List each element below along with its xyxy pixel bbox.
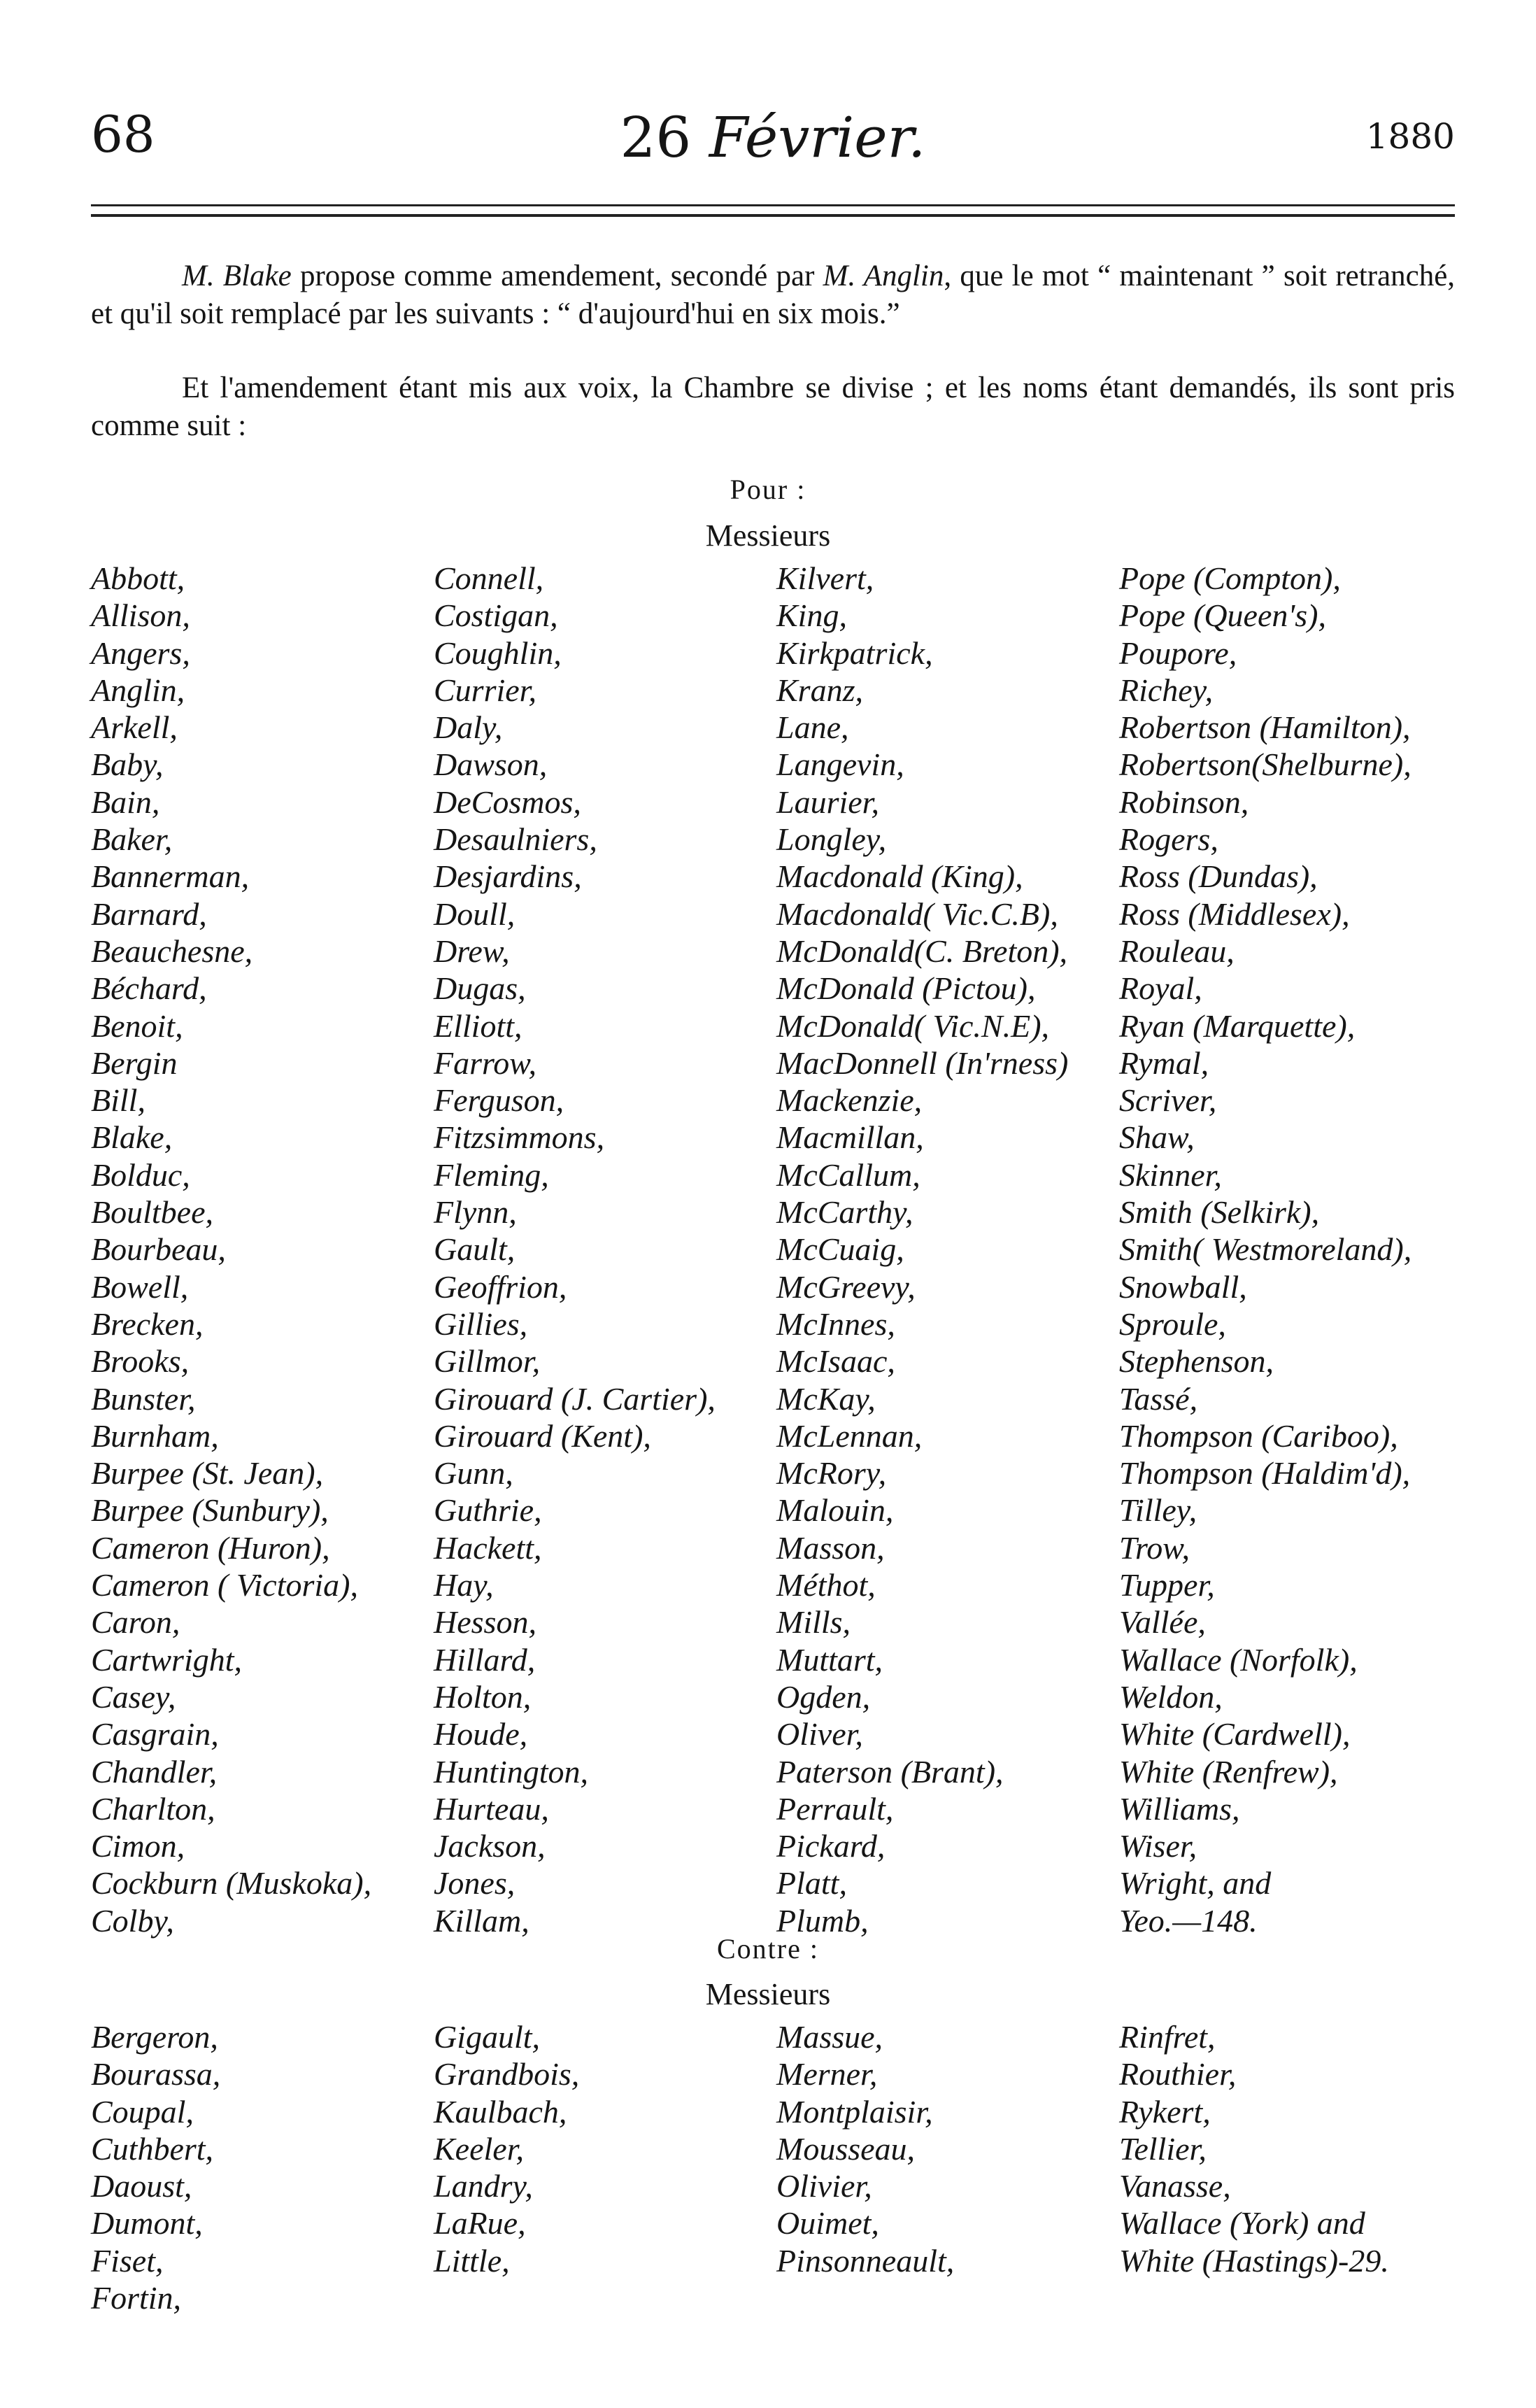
contre-member-name: Gigault, xyxy=(434,2019,541,2055)
pour-member-name: Hesson, xyxy=(434,1604,536,1641)
pour-member-name: Abbott, xyxy=(91,560,185,596)
contre-empty-cell xyxy=(1119,2279,1462,2316)
pour-member-name: Connell, xyxy=(434,560,544,596)
pour-member-name: Ryan (Marquette), xyxy=(1119,1007,1356,1044)
pour-member-name: Cameron (Huron), xyxy=(91,1529,330,1566)
pour-member-name: Boultbee, xyxy=(91,1194,213,1231)
pour-member-name: McRory, xyxy=(776,1455,887,1492)
contre-empty-cell xyxy=(434,2279,776,2316)
division-paragraph: Et l'amendement étant mis aux voix, la Chambre se divise ; et les noms étant demandés, ils sont pris comme suit : xyxy=(91,371,1455,442)
pour-member-name: Trow, xyxy=(1119,1529,1190,1566)
pour-member-name: Colby, xyxy=(91,1902,174,1939)
pour-member-name: Thompson (Cariboo), xyxy=(1119,1417,1398,1454)
pour-member-name: Girouard (J. Cartier), xyxy=(434,1380,716,1417)
page-year: 1880 xyxy=(1365,116,1455,157)
pour-member-name: Cameron ( Victoria), xyxy=(91,1567,358,1603)
pour-member-name: McKay, xyxy=(776,1380,876,1417)
pour-member-name: Shaw, xyxy=(1119,1119,1195,1156)
pour-names-list xyxy=(91,560,1462,1939)
pour-member-name: Coughlin, xyxy=(434,635,562,671)
pour-member-name: Méthot, xyxy=(776,1567,876,1603)
pour-member-name: Bunster, xyxy=(91,1380,196,1417)
contre-subheading: Messieurs xyxy=(705,1977,831,2011)
contre-member-name: Bergeron, xyxy=(91,2019,218,2055)
contre-member-name: White (Hastings)-29. xyxy=(1119,2242,1389,2279)
contre-member-name: Olivier, xyxy=(776,2168,872,2204)
pour-member-name: Hurteau, xyxy=(434,1790,549,1827)
pour-member-name: Tupper, xyxy=(1119,1567,1215,1603)
pour-member-name: Robertson (Hamilton), xyxy=(1119,709,1411,746)
pour-member-name: Yeo.—148. xyxy=(1119,1902,1258,1939)
contre-member-name: Keeler, xyxy=(434,2130,525,2167)
amendment-paragraph xyxy=(91,257,1455,333)
pour-member-name: Ross (Middlesex), xyxy=(1119,895,1350,932)
contre-member-name: Pinsonneault, xyxy=(776,2242,955,2279)
pour-member-name: Houde, xyxy=(434,1716,528,1752)
pour-member-name: Gillmor, xyxy=(434,1343,541,1380)
pour-member-name: Gunn, xyxy=(434,1455,513,1492)
pour-member-name: Malouin, xyxy=(776,1492,894,1529)
pour-member-name: Rouleau, xyxy=(1119,933,1235,969)
pour-member-name: MacDonnell (In'rness) xyxy=(776,1044,1069,1081)
pour-member-name: Angers, xyxy=(91,635,190,671)
pour-member-name: Killam, xyxy=(434,1902,529,1939)
pour-member-name: Ogden, xyxy=(776,1678,871,1715)
pour-member-name: Skinner, xyxy=(1119,1156,1222,1193)
pour-member-name: Smith (Selkirk), xyxy=(1119,1194,1320,1231)
pour-member-name: Daly, xyxy=(434,709,503,746)
contre-member-name: Coupal, xyxy=(91,2093,194,2130)
title-day: 26 xyxy=(620,105,692,170)
contre-member-name: Ouimet, xyxy=(776,2205,879,2241)
pour-member-name: Burpee (St. Jean), xyxy=(91,1455,324,1492)
pour-member-name: Masson, xyxy=(776,1529,885,1566)
pour-member-name: McLennan, xyxy=(776,1417,923,1454)
pour-member-name: Beauchesne, xyxy=(91,933,253,969)
pour-member-name: Blake, xyxy=(91,1119,173,1156)
pour-member-name: Poupore, xyxy=(1119,635,1237,671)
contre-member-name: Kaulbach, xyxy=(434,2093,567,2130)
contre-member-name: Little, xyxy=(434,2242,510,2279)
pour-member-name: Benoit, xyxy=(91,1007,183,1044)
pour-member-name: Burnham, xyxy=(91,1417,219,1454)
pour-member-name: Brooks, xyxy=(91,1343,190,1380)
pour-member-name: Macmillan, xyxy=(776,1119,924,1156)
pour-member-name: Jones, xyxy=(434,1865,515,1901)
pour-member-name: Pope (Queen's), xyxy=(1119,597,1326,634)
pour-member-name: Bourbeau, xyxy=(91,1231,226,1268)
pour-member-name: Holton, xyxy=(434,1678,532,1715)
page-header xyxy=(91,105,1455,182)
pour-member-name: McCuaig, xyxy=(776,1231,904,1268)
pour-member-name: McCarthy, xyxy=(776,1194,913,1231)
pour-member-name: Dawson, xyxy=(434,746,548,783)
pour-member-name: Laurier, xyxy=(776,784,879,820)
pour-member-name: Smith( Westmoreland), xyxy=(1119,1231,1412,1268)
pour-member-name: Royal, xyxy=(1119,970,1202,1007)
contre-member-name: Routhier, xyxy=(1119,2056,1237,2092)
pour-member-name: Fleming, xyxy=(434,1156,549,1193)
pour-member-name: Chandler, xyxy=(91,1753,218,1790)
amendment-text-1: propose comme amendement, secondé par xyxy=(291,260,823,292)
mover-name: M. Blake xyxy=(182,260,292,292)
contre-names-list xyxy=(91,2018,1462,2316)
pour-member-name: Williams, xyxy=(1119,1790,1240,1827)
pour-member-name: McDonald (Pictou), xyxy=(776,970,1036,1007)
pour-member-name: White (Cardwell), xyxy=(1119,1716,1351,1752)
pour-member-name: McDonald(C. Breton), xyxy=(776,933,1068,969)
pour-member-name: Sproule, xyxy=(1119,1305,1226,1342)
contre-member-name: Montplaisir, xyxy=(776,2093,933,2130)
pour-member-name: Ross (Dundas), xyxy=(1119,858,1318,895)
contre-member-name: Mousseau, xyxy=(776,2130,916,2167)
pour-member-name: Bowell, xyxy=(91,1268,189,1305)
pour-member-name: Robinson, xyxy=(1119,784,1249,820)
pour-member-name: Currier, xyxy=(434,672,536,708)
pour-member-name: Baker, xyxy=(91,821,173,858)
pour-member-name: Bannerman, xyxy=(91,858,250,895)
contre-member-name: Wallace (York) and xyxy=(1119,2205,1365,2241)
pour-member-name: King, xyxy=(776,597,847,634)
pour-member-name: McGreevy, xyxy=(776,1268,916,1305)
pour-member-name: Baby, xyxy=(91,746,164,783)
pour-member-name: Arkell, xyxy=(91,709,178,746)
pour-member-name: Burpee (Sunbury), xyxy=(91,1492,329,1529)
pour-member-name: Langevin, xyxy=(776,746,904,783)
contre-member-name: Fiset, xyxy=(91,2242,164,2279)
pour-member-name: Cockburn (Muskoka), xyxy=(91,1865,372,1901)
pour-member-name: Paterson (Brant), xyxy=(776,1753,1004,1790)
pour-member-name: Wiser, xyxy=(1119,1828,1197,1864)
pour-member-name: Kirkpatrick, xyxy=(776,635,933,671)
pour-member-name: Huntington, xyxy=(434,1753,589,1790)
pour-member-name: White (Renfrew), xyxy=(1119,1753,1338,1790)
pour-subheading: Messieurs xyxy=(705,518,831,553)
title-month: Février. xyxy=(709,105,926,170)
pour-member-name: Macdonald (King), xyxy=(776,858,1023,895)
pour-member-name: Elliott, xyxy=(434,1007,522,1044)
pour-member-name: McIsaac, xyxy=(776,1343,895,1380)
pour-member-name: Wallace (Norfolk), xyxy=(1119,1641,1358,1678)
pour-member-name: Desjardins, xyxy=(434,858,582,895)
contre-member-name: LaRue, xyxy=(434,2205,526,2241)
pour-member-name: Richey, xyxy=(1119,672,1214,708)
pour-member-name: Perrault, xyxy=(776,1790,894,1827)
pour-member-name: Fitzsimmons, xyxy=(434,1119,605,1156)
contre-empty-cell xyxy=(776,2279,1119,2316)
pour-member-name: Macdonald( Vic.C.B), xyxy=(776,895,1058,932)
pour-member-name: Barnard, xyxy=(91,895,207,932)
pour-member-name: Guthrie, xyxy=(434,1492,542,1529)
pour-member-name: Desaulniers, xyxy=(434,821,597,858)
pour-member-name: Cimon, xyxy=(91,1828,185,1864)
pour-member-name: Longley, xyxy=(776,821,887,858)
pour-member-name: Bain, xyxy=(91,784,160,820)
pour-member-name: Vallée, xyxy=(1119,1604,1206,1641)
header-rule-bottom xyxy=(91,214,1455,217)
pour-member-name: Allison, xyxy=(91,597,190,634)
contre-member-name: Tellier, xyxy=(1119,2130,1207,2167)
pour-member-name: Snowball, xyxy=(1119,1268,1247,1305)
pour-member-name: Scriver, xyxy=(1119,1082,1217,1119)
pour-member-name: McInnes, xyxy=(776,1305,895,1342)
pour-member-name: Tassé, xyxy=(1119,1380,1198,1417)
contre-member-name: Merner, xyxy=(776,2056,878,2092)
pour-member-name: Bolduc, xyxy=(91,1156,190,1193)
pour-member-name: Hillard, xyxy=(434,1641,536,1678)
pour-member-name: Rogers, xyxy=(1119,821,1218,858)
pour-heading: Pour : xyxy=(730,474,806,505)
pour-member-name: Hackett, xyxy=(434,1529,542,1566)
pour-member-name: Girouard (Kent), xyxy=(434,1417,651,1454)
contre-member-name: Cuthbert, xyxy=(91,2130,214,2167)
pour-member-name: Kilvert, xyxy=(776,560,874,596)
pour-member-name: Wright, and xyxy=(1119,1865,1272,1901)
contre-member-name: Grandbois, xyxy=(434,2056,580,2092)
pour-member-name: Béchard, xyxy=(91,970,207,1007)
pour-member-name: Mills, xyxy=(776,1604,851,1641)
pour-member-name: Casgrain, xyxy=(91,1716,219,1752)
pour-member-name: Dugas, xyxy=(434,970,526,1007)
pour-member-name: Robertson(Shelburne), xyxy=(1119,746,1411,783)
pour-member-name: McCallum, xyxy=(776,1156,920,1193)
pour-member-name: Drew, xyxy=(434,933,510,969)
pour-member-name: Gillies, xyxy=(434,1305,528,1342)
pour-member-name: Hay, xyxy=(434,1567,494,1603)
pour-member-name: Geoffrion, xyxy=(434,1268,567,1305)
contre-member-name: Fortin, xyxy=(91,2280,182,2316)
pour-member-name: DeCosmos, xyxy=(434,784,581,820)
contre-member-name: Bourassa, xyxy=(91,2056,221,2092)
pour-member-name: Ferguson, xyxy=(434,1082,564,1119)
contre-member-name: Daoust, xyxy=(91,2168,192,2204)
page-number: 68 xyxy=(91,105,155,164)
pour-member-name: Brecken, xyxy=(91,1305,204,1342)
pour-member-name: Gault, xyxy=(434,1231,515,1268)
pour-member-name: Bergin xyxy=(91,1044,178,1081)
pour-member-name: Farrow, xyxy=(434,1044,536,1081)
pour-member-name: Rymal, xyxy=(1119,1044,1209,1081)
pour-member-name: Charlton, xyxy=(91,1790,215,1827)
contre-member-name: Vanasse, xyxy=(1119,2168,1231,2204)
pour-member-name: Caron, xyxy=(91,1604,180,1641)
pour-member-name: Costigan, xyxy=(434,597,558,634)
contre-member-name: Rinfret, xyxy=(1119,2019,1216,2055)
pour-member-name: Thompson (Haldim'd), xyxy=(1119,1455,1411,1492)
pour-member-name: Tilley, xyxy=(1119,1492,1197,1529)
contre-heading: Contre : xyxy=(717,1933,819,1964)
pour-member-name: Flynn, xyxy=(434,1194,517,1231)
pour-member-name: Pope (Compton), xyxy=(1119,560,1341,596)
pour-member-name: Lane, xyxy=(776,709,849,746)
contre-member-name: Massue, xyxy=(776,2019,883,2055)
pour-member-name: Platt, xyxy=(776,1865,847,1901)
amendment-text-2: , que le mot “ maintenant ” soit retranché, et qu'il soit remplacé par les suivants : “ d'aujourd'hui en six mois.” xyxy=(91,260,1456,330)
pour-member-name: Muttart, xyxy=(776,1641,883,1678)
pour-member-name: Jackson, xyxy=(434,1828,546,1864)
pour-member-name: Doull, xyxy=(434,895,515,932)
pour-member-name: McDonald( Vic.N.E), xyxy=(776,1007,1050,1044)
pour-member-name: Casey, xyxy=(91,1678,176,1715)
contre-member-name: Landry, xyxy=(434,2168,533,2204)
pour-member-name: Mackenzie, xyxy=(776,1082,923,1119)
contre-member-name: Dumont, xyxy=(91,2205,203,2241)
pour-member-name: Stephenson, xyxy=(1119,1343,1274,1380)
page-title xyxy=(91,105,1455,170)
pour-member-name: Plumb, xyxy=(776,1902,869,1939)
pour-member-name: Anglin, xyxy=(91,672,185,708)
pour-member-name: Kranz, xyxy=(776,672,863,708)
seconder-name: M. Anglin xyxy=(823,260,944,292)
pour-member-name: Oliver, xyxy=(776,1716,863,1752)
contre-member-name: Rykert, xyxy=(1119,2093,1211,2130)
pour-member-name: Bill, xyxy=(91,1082,145,1119)
pour-member-name: Pickard, xyxy=(776,1828,886,1864)
pour-member-name: Cartwright, xyxy=(91,1641,243,1678)
header-rule-top xyxy=(91,204,1455,206)
pour-member-name: Weldon, xyxy=(1119,1678,1223,1715)
